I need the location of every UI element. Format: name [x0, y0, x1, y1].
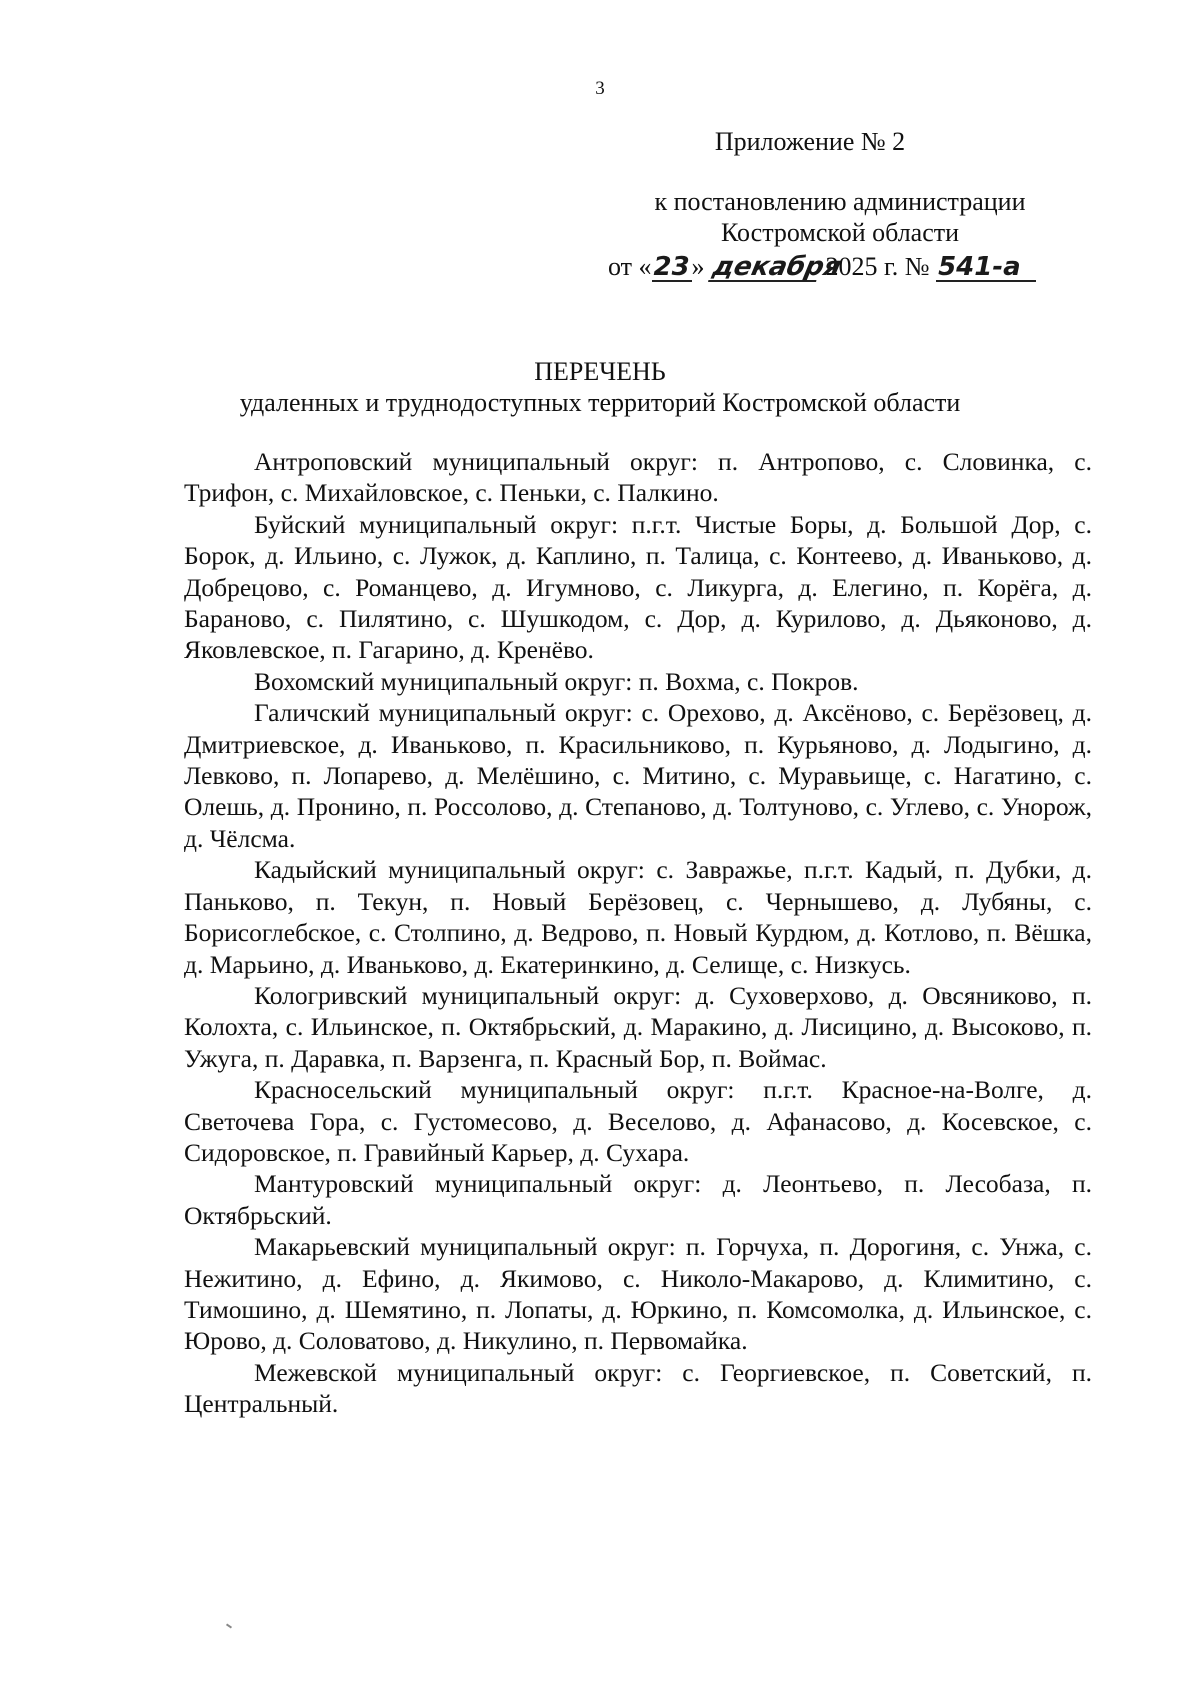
document-heading: ПЕРЕЧЕНЬ: [534, 357, 666, 386]
territory-list: [184, 446, 1092, 1420]
document-subheading: удаленных и труднодоступных территорий Костромской области: [239, 388, 961, 417]
list-item: Красносельский муниципальный округ: п.г.т. Красное-на-Волге, д. Светочева Гора, с. Густомесово, д. Веселово, д. Афанасово, д. Косевское, с. Сидоровское, п. Гравийный Карьер, д. Сухара.: [184, 1075, 1092, 1167]
annex-issuer: [600, 186, 1080, 248]
list-item: Макарьевский муниципальный округ: п. Горчуха, п. Дорогиня, с. Унжа, с. Нежитино, д. Ефино, д. Якимово, с. Николо-Макарово, д. Климитино, с. Тимошино, д. Шемятино, п. Лопаты, д. Юркино, п. Комсомолка, д. Ильинское, с. Юрово, д. Соловатово, д. Никулино, п. Первомайка.: [184, 1232, 1092, 1356]
date-prefix: от «: [608, 252, 652, 281]
annex-title: Приложение № 2: [714, 127, 906, 156]
list-item: Кадыйский муниципальный округ: с. Завражье, п.г.т. Кадый, п. Дубки, д. Паньково, п. Текун, п. Новый Берёзовец, с. Чернышево, д. Лубяны, с. Борисоглебское, с. Столпино, д. Ведрово, п. Новый Курдюм, д. Котлово, п. Вёшка, д. Марьино, д. Иваньково, д. Екатеринкино, д. Селище, с. Низкусь.: [184, 855, 1092, 979]
list-item: Вохомский муниципальный округ: п. Вохма, с. Покров.: [254, 666, 859, 696]
date-quote-close: »: [691, 252, 705, 281]
list-item: Кологривский муниципальный округ: д. Суховерхово, д. Овсяниково, п. Колохта, с. Ильинское, п. Октябрьский, д. Маракино, д. Лисицино, д. Высоково, п. Ужуга, п. Даравка, п. Варзенга, п. Красный Бор, п. Воймас.: [184, 980, 1092, 1073]
date-year: 2025 г. №: [819, 252, 937, 281]
list-item: Буйский муниципальный округ: п.г.т. Чистые Боры, д. Большой Дор, с. Борок, д. Ильино, с. Лужок, д. Каплино, п. Талица, с. Контеево, д. Иваньково, д. Добрецово, с. Романцево, д. Игумново, с. Ликурга, д. Елегино, п. Корёга, д. Бараново, с. Пилятино, с. Шушкодом, с. Дор, д. Курилово, д. Дьяконово, д. Яковлевское, п. Гагарино, д. Кренёво.: [184, 509, 1092, 665]
page-number: 3: [595, 78, 605, 99]
list-item: Галичский муниципальный округ: с. Орехово, д. Аксёново, с. Берёзовец, д. Дмитриевское, д. Иваньково, п. Красильниково, п. Курьяново, д. Лодыгино, д. Левково, п. Лопарево, д. Мелёшино, с. Митино, с. Муравьище, с. Нагатино, с. Олешь, д. Пронино, п. Россолово, д. Степаново, д. Толтуново, с. Углево, с. Унорож, д. Чёлсма.: [184, 698, 1092, 853]
handwritten-month: декабря: [710, 252, 844, 282]
annex-line-decree: к постановлению администрации: [654, 187, 1026, 216]
list-item: Межевской муниципальный округ: с. Георгиевское, п. Советский, п. Центральный.: [184, 1357, 1092, 1419]
list-item: Мантуровский муниципальный округ: д. Леонтьево, п. Лесобаза, п. Октябрьский.: [184, 1169, 1092, 1230]
handwritten-doc-number: 541-а: [936, 254, 1036, 282]
list-item: Антроповский муниципальный округ: п. Антропово, с. Словинка, с. Трифон, с. Михайловское, с. Пеньки, с. Палкино.: [184, 447, 1092, 508]
handwritten-day: 23: [653, 252, 690, 282]
annex-date-line: [608, 251, 1108, 282]
scan-mark: [226, 1623, 232, 1628]
annex-line-region: Костромской области: [720, 218, 960, 247]
